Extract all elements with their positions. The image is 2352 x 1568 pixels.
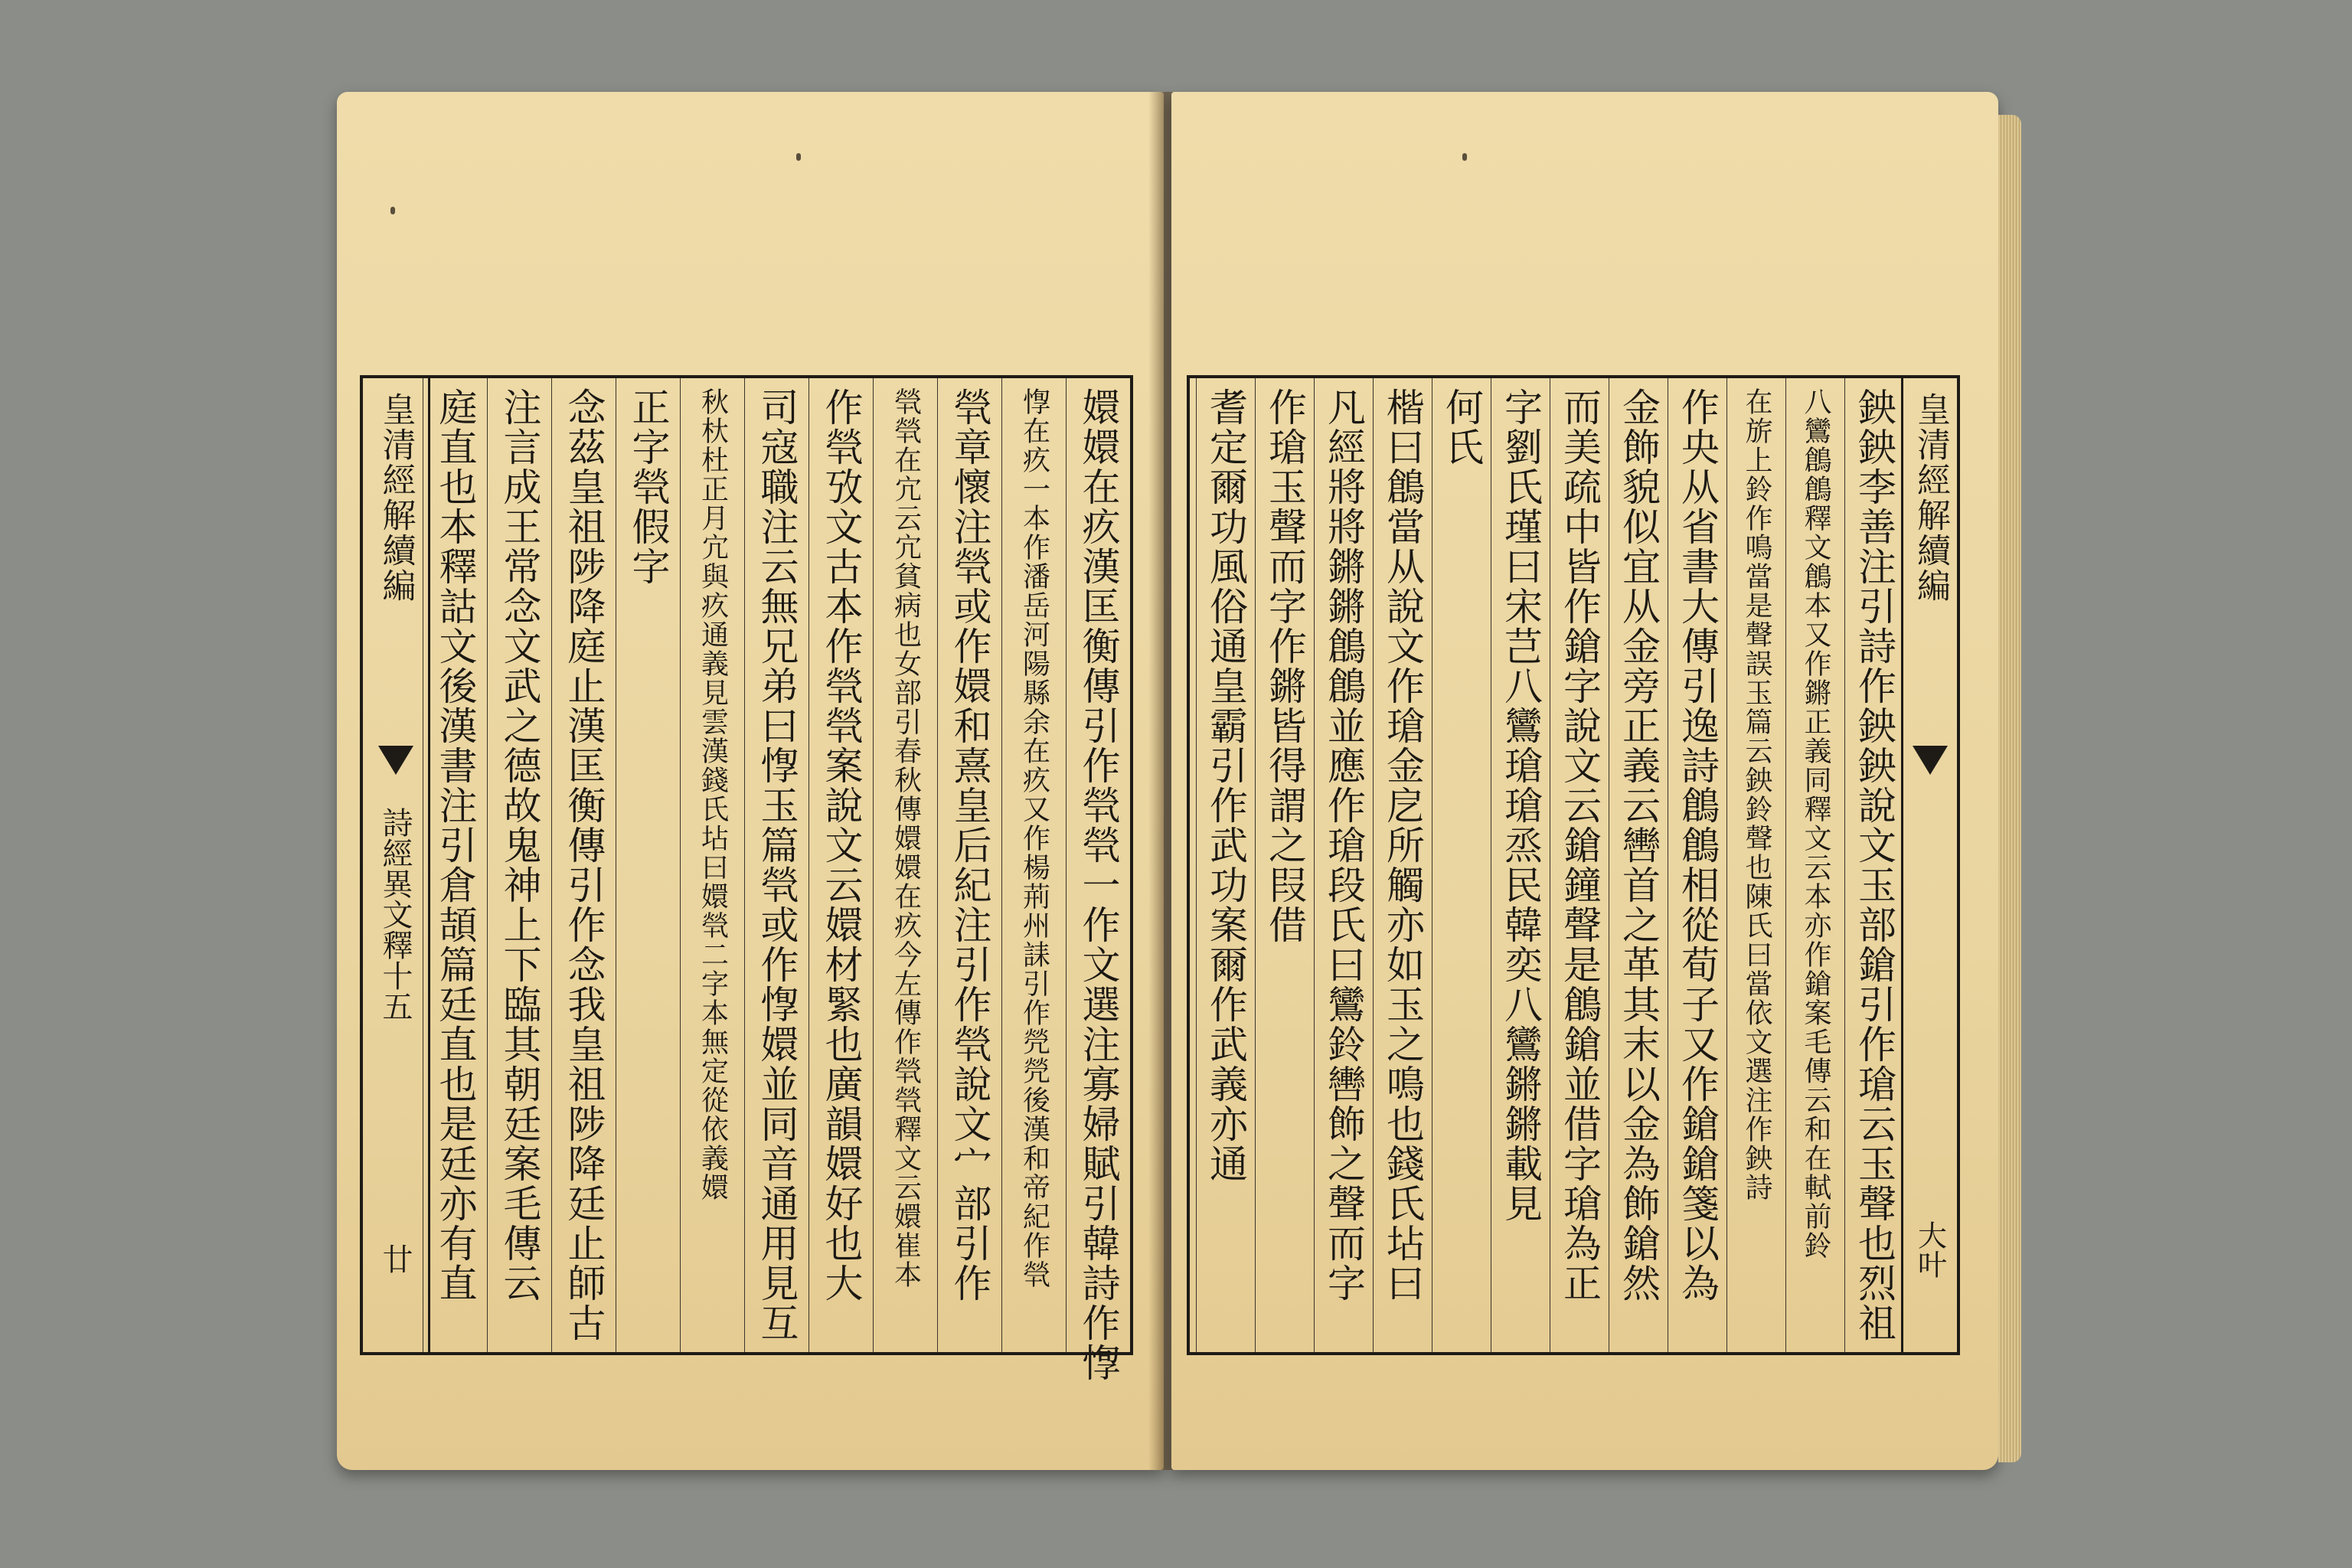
text-column xyxy=(1550,378,1609,1352)
text-column xyxy=(873,378,937,1352)
text-column xyxy=(1785,378,1844,1352)
column-text: 八鸞鶬鶬釋文鶬本又作鏘正義同釋文云本亦作鎗案毛傳云和在軾前鈴 xyxy=(1800,387,1831,1260)
text-column xyxy=(744,378,808,1352)
text-column xyxy=(808,378,873,1352)
right-folio-wrap xyxy=(1903,1220,1957,1279)
text-column xyxy=(1196,378,1255,1352)
column-text: 作煢攷文古本作煢煢案說文云嬛材緊也廣韻嬛好也大 xyxy=(818,387,864,1303)
column-text: 注言成王常念文武之德故鬼神上下臨其朝廷案毛傳云 xyxy=(497,387,542,1303)
text-column xyxy=(1314,378,1373,1352)
column-text: 凡經將將鏘鏘鶬鶬並應作瑲段氏曰鸞鈴轡飾之聲而字 xyxy=(1321,387,1366,1303)
text-column xyxy=(1726,378,1785,1352)
left-page xyxy=(337,92,1164,1470)
page-edges xyxy=(1998,115,2021,1462)
open-book xyxy=(337,92,2021,1516)
left-text-frame xyxy=(360,375,1133,1383)
text-column xyxy=(551,378,616,1352)
right-text-frame xyxy=(1187,375,1960,1355)
text-column xyxy=(937,378,1001,1352)
left-folio: 廿 xyxy=(377,1243,413,1274)
text-column xyxy=(1668,378,1726,1352)
text-column xyxy=(1491,378,1550,1352)
text-column xyxy=(423,378,487,1352)
column-text: 作央从省書大傳引逸詩鶬鶬相從荀子又作鎗鎗箋以為 xyxy=(1675,387,1720,1303)
text-column xyxy=(680,378,744,1352)
column-text: 在旂上鈴作鳴當是聲誤玉篇云鉠鈴聲也陳氏曰當依文選注作鉠詩 xyxy=(1741,387,1772,1202)
text-column xyxy=(1609,378,1668,1352)
column-text: 耆定爾功風俗通皇霸引作武功案爾作武義亦通 xyxy=(1204,387,1248,1184)
column-text: 楷曰鶬當从說文作瑲金戹所觸亦如玉之鳴也錢氏坫曰 xyxy=(1380,387,1425,1303)
column-text: 正字煢假字 xyxy=(626,387,671,586)
column-text: 司寇職注云無兄弟曰惸玉篇煢或作惸嬛並同音通用見互 xyxy=(754,387,799,1343)
column-text: 作瑲玉聲而字作鏘皆得謂之叚借 xyxy=(1263,387,1307,945)
left-banner-subtitle: 詩經異文釋十五 xyxy=(377,807,413,1021)
column-text: 而美疏中皆作鎗字說文云鎗鐘聲是鶬鎗並借字瑲為正 xyxy=(1557,387,1602,1303)
text-column xyxy=(616,378,680,1352)
paper-speck xyxy=(390,207,395,214)
column-text: 念茲皇祖陟降庭止漢匡衡傳引作念我皇祖陟降廷止師古 xyxy=(561,387,606,1343)
column-text: 字劉氏瑾曰宋芑八鸞瑲瑲烝民韓奕八鸞鏘鏘載見 xyxy=(1498,387,1543,1223)
column-text: 庭直也本釋詁文後漢書注引倉頡篇廷直也是廷亦有直 xyxy=(433,387,478,1303)
column-text: 煢章懷注煢或作嬛和熹皇后紀注引作煢說文宀部引作 xyxy=(947,387,992,1303)
right-banner xyxy=(1901,378,1957,1352)
column-text: 秋杕杜正月宂與疚通義見雲漢錢氏坫曰嬛煢二字本無定從依義嬛 xyxy=(697,387,729,1202)
column-text: 嬛嬛在疚漢匡衡傳引作煢煢一作文選注寡婦賦引韓詩作惸 xyxy=(1076,387,1121,1383)
left-folio-wrap xyxy=(363,1243,428,1274)
column-text: 惸在疚一本作潘岳河陽縣余在疚又作楊荊州誄引作焭焭後漢和帝紀作煢 xyxy=(1018,387,1050,1289)
paper-speck xyxy=(1462,153,1467,161)
text-column xyxy=(1844,378,1903,1352)
text-column xyxy=(1432,378,1491,1352)
left-banner-sub-wrap xyxy=(363,807,428,1021)
text-column xyxy=(1001,378,1066,1352)
right-banner-title: 皇清經解續編 xyxy=(1911,392,1950,603)
column-text: 鉠鉠李善注引詩作鉠鉠說文玉部鎗引作瑲云玉聲也烈祖 xyxy=(1852,387,1896,1343)
text-column xyxy=(487,378,551,1352)
left-banner-title: 皇清經解續編 xyxy=(376,392,416,603)
text-column xyxy=(1255,378,1314,1352)
right-folio: 大叶 xyxy=(1913,1220,1947,1279)
right-page xyxy=(1171,92,1998,1470)
column-text: 何氏 xyxy=(1439,387,1484,467)
paper-speck xyxy=(796,153,801,161)
text-column xyxy=(1373,378,1432,1352)
column-text: 金飾貌似宜从金旁正義云轡首之革其末以金為飾鎗然 xyxy=(1616,387,1661,1303)
column-text: 煢煢在宂云宂貧病也女部引春秋傳嬛嬛在疚今左傳作煢煢釋文云嬛崔本 xyxy=(890,387,922,1289)
text-column xyxy=(1066,378,1130,1383)
